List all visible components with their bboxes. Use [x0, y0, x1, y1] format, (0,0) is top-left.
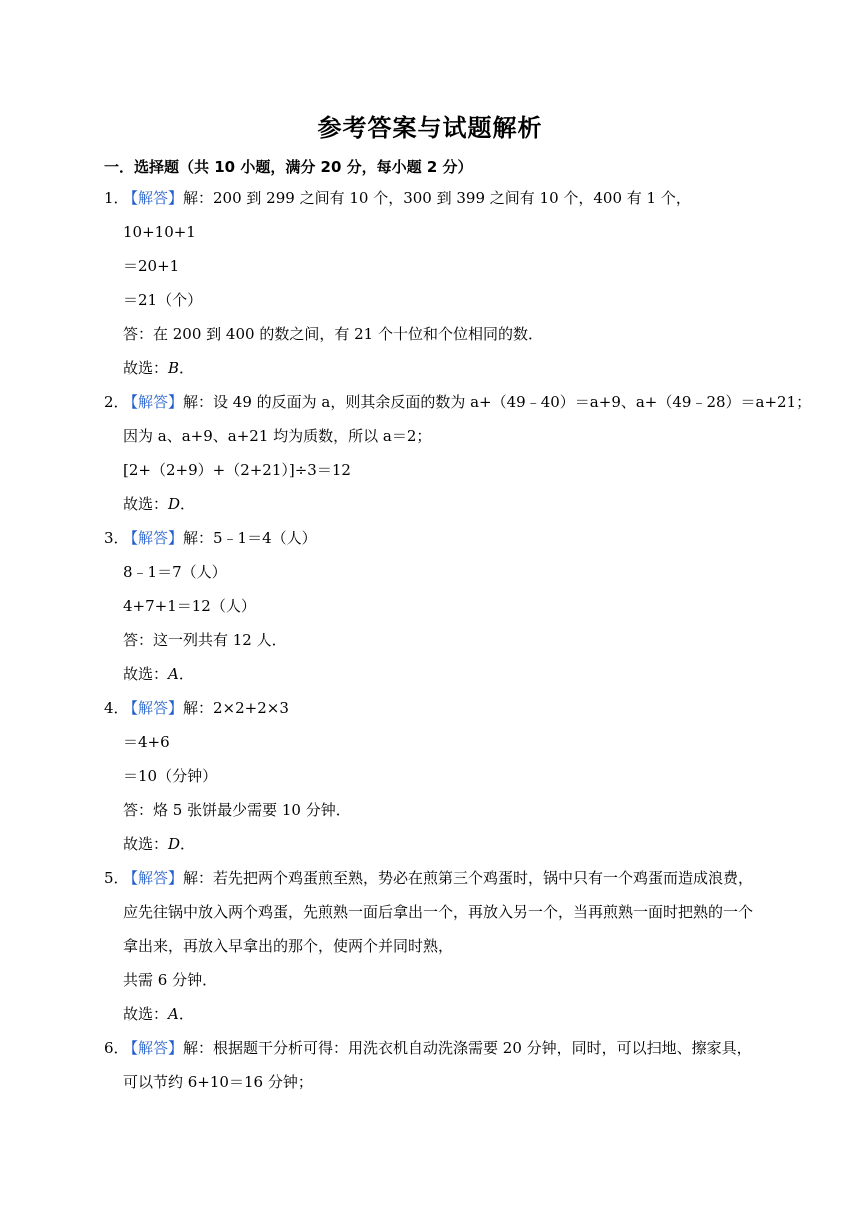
- q1-line: 答：在 200 到 400 的数之间，有 21 个十位和个位相同的数．: [123, 325, 543, 343]
- choice-prefix: 故选：: [123, 495, 169, 513]
- choice-suffix: ．: [178, 1005, 194, 1023]
- q5-line: 共需 6 分钟．: [123, 971, 218, 989]
- q6-lead-text: 解：根据题干分析可得：用洗衣机自动洗涤需要 20 分钟，同时，可以扫地、擦家具，: [183, 1039, 752, 1057]
- q1-answer-tag: 【解答】: [123, 189, 184, 207]
- q1-line: 10+10+1: [123, 223, 196, 241]
- q2-lead: [104, 392, 811, 412]
- q3-number: 3．: [104, 529, 129, 547]
- q6-lead: [104, 1038, 752, 1058]
- choice-suffix: ．: [178, 665, 194, 683]
- q4-answer-tag: 【解答】: [123, 699, 184, 717]
- choice-prefix: 故选：: [123, 835, 169, 853]
- q1-lead: [104, 188, 691, 208]
- q6-number: 6．: [104, 1039, 129, 1057]
- q5-lead: [104, 868, 753, 888]
- q5-number: 5．: [104, 869, 129, 887]
- q2-line: 因为 a、a+9、a+21 均为质数，所以 a＝2；: [123, 427, 432, 445]
- choice-prefix: 故选：: [123, 1005, 169, 1023]
- q5-line: 应先往锅中放入两个鸡蛋，先煎熟一面后拿出一个，再放入另一个，当再煎熟一面时把熟的一个: [123, 903, 754, 921]
- q5-choice: [123, 1004, 194, 1024]
- section-heading: 一．选择题（共 10 小题，满分 20 分，每小题 2 分）: [104, 158, 473, 176]
- q1-line: ＝20+1: [123, 257, 180, 275]
- q3-answer-tag: 【解答】: [123, 529, 184, 547]
- q3-line: 答：这一列共有 12 人．: [123, 631, 287, 649]
- q4-lead-text: 解：2×2+2×3: [183, 699, 289, 717]
- q4-line: 答：烙 5 张饼最少需要 10 分钟．: [123, 801, 351, 819]
- q5-lead-text: 解：若先把两个鸡蛋煎至熟，势必在煎第三个鸡蛋时，锅中只有一个鸡蛋而造成浪费，: [183, 869, 754, 887]
- choice-prefix: 故选：: [123, 665, 169, 683]
- choice-letter: D: [168, 835, 181, 853]
- q2-lead-text: 解：设 49 的反面为 a，则其余反面的数为 a+（49﹣40）＝a+9、a+（49﹣28）＝a+21；: [183, 393, 812, 411]
- q3-choice: [123, 664, 194, 684]
- q5-line: 拿出来，再放入早拿出的那个，使两个并同时熟，: [123, 937, 454, 955]
- q4-choice: [123, 834, 195, 854]
- choice-suffix: ．: [180, 495, 196, 513]
- q4-number: 4．: [104, 699, 129, 717]
- q4-lead: [104, 698, 289, 718]
- choice-suffix: ．: [180, 835, 196, 853]
- q4-line: ＝10（分钟）: [123, 767, 218, 785]
- choice-letter: A: [168, 1005, 179, 1023]
- choice-letter: D: [168, 495, 181, 513]
- q1-lead-text: 解：200 到 299 之间有 10 个，300 到 399 之间有 10 个，400 有 1 个，: [183, 189, 691, 207]
- q3-lead: [104, 528, 317, 548]
- q3-line: 4+7+1＝12（人）: [123, 597, 256, 615]
- q3-lead-text: 解：5﹣1＝4（人）: [183, 529, 317, 547]
- q2-choice: [123, 494, 195, 514]
- q6-line: 可以节约 6+10＝16 分钟；: [123, 1073, 313, 1091]
- q1-choice: [123, 358, 194, 378]
- choice-letter: A: [168, 665, 179, 683]
- choice-letter: B: [168, 359, 180, 377]
- q2-number: 2．: [104, 393, 129, 411]
- q1-number: 1．: [104, 189, 129, 207]
- q5-answer-tag: 【解答】: [123, 869, 184, 887]
- q1-line: ＝21（个）: [123, 291, 203, 309]
- q3-line: 8﹣1＝7（人）: [123, 563, 227, 581]
- q6-answer-tag: 【解答】: [123, 1039, 184, 1057]
- q4-line: ＝4+6: [123, 733, 170, 751]
- page-title: 参考答案与试题解析: [317, 113, 543, 142]
- choice-suffix: ．: [179, 359, 195, 377]
- q2-line: [2+（2+9）+（2+21）]÷3＝12: [123, 461, 351, 479]
- q2-answer-tag: 【解答】: [123, 393, 184, 411]
- choice-prefix: 故选：: [123, 359, 169, 377]
